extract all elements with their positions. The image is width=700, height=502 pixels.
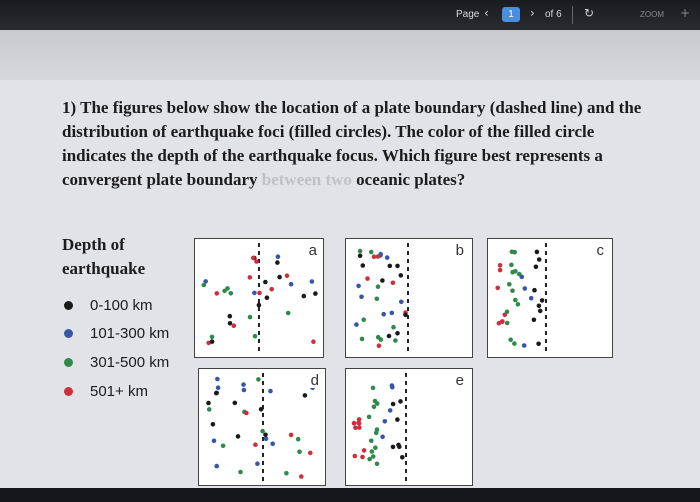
legend-label: 501+ km	[90, 382, 148, 400]
earthquake-focus	[232, 323, 237, 328]
earthquake-focus	[505, 310, 510, 315]
earthquake-focus	[380, 278, 385, 283]
earthquake-focus	[399, 300, 404, 305]
figure-a-plot	[195, 239, 325, 359]
earthquake-focus	[362, 448, 367, 453]
earthquake-focus	[370, 449, 375, 454]
earthquake-focus	[391, 445, 396, 450]
earthquake-focus	[289, 433, 294, 438]
earthquake-focus	[289, 282, 294, 287]
earthquake-focus	[253, 442, 258, 447]
earthquake-focus	[397, 444, 402, 449]
earthquake-focus	[264, 437, 269, 442]
earthquake-focus	[388, 408, 393, 413]
figure-e-panel	[345, 368, 473, 486]
earthquake-focus	[510, 270, 515, 275]
earthquake-focus	[393, 338, 398, 343]
page-label: Page	[456, 9, 480, 20]
earthquake-focus	[275, 260, 280, 265]
earthquake-focus	[391, 281, 396, 286]
earthquake-focus	[242, 388, 247, 393]
earthquake-focus	[390, 311, 395, 316]
earthquake-focus	[523, 286, 528, 291]
figure-d-label: d	[310, 372, 319, 389]
earthquake-focus	[310, 279, 315, 284]
earthquake-focus	[376, 335, 381, 340]
figure-a-label: a	[308, 242, 317, 259]
figure-a-panel	[194, 238, 324, 358]
earthquake-focus	[369, 250, 374, 255]
earthquake-focus	[509, 263, 514, 268]
earthquake-focus	[253, 334, 258, 339]
earthquake-focus	[535, 250, 540, 255]
earthquake-focus	[508, 338, 513, 343]
earthquake-focus	[375, 462, 380, 467]
earthquake-focus	[390, 385, 395, 390]
earthquake-focus	[377, 343, 382, 348]
earthquake-focus	[308, 451, 313, 456]
legend-dot	[64, 358, 73, 367]
prev-page-icon[interactable]: ‹	[484, 6, 489, 20]
earthquake-focus	[202, 283, 207, 288]
earthquake-focus	[537, 304, 542, 309]
earthquake-focus	[228, 321, 233, 326]
earthquake-focus	[529, 296, 534, 301]
earthquake-focus	[381, 312, 386, 317]
earthquake-focus	[353, 425, 358, 430]
figure-e-label: e	[455, 372, 464, 389]
earthquake-focus	[359, 295, 364, 300]
earthquake-focus	[495, 286, 500, 291]
earthquake-focus	[263, 433, 268, 438]
earthquake-focus	[387, 334, 392, 339]
earthquake-focus	[371, 454, 376, 459]
earthquake-focus	[248, 315, 253, 320]
earthquake-focus	[375, 297, 380, 302]
earthquake-focus	[244, 411, 249, 416]
earthquake-focus	[361, 263, 366, 268]
earthquake-focus	[369, 439, 374, 444]
earthquake-focus	[372, 254, 377, 259]
earthquake-focus	[251, 256, 256, 261]
earthquake-focus	[505, 321, 510, 326]
earthquake-focus	[360, 455, 365, 460]
earthquake-focus	[263, 280, 268, 285]
earthquake-focus	[507, 282, 512, 287]
earthquake-focus	[358, 254, 363, 259]
earthquake-focus	[215, 377, 220, 382]
earthquake-focus	[238, 470, 243, 475]
earthquake-focus	[537, 257, 542, 262]
earthquake-focus	[276, 254, 281, 259]
legend-item	[64, 322, 169, 344]
earthquake-focus	[356, 284, 361, 289]
earthquake-focus	[391, 325, 396, 330]
legend-item	[64, 294, 153, 316]
earthquake-focus	[367, 415, 372, 420]
toolbar-divider	[572, 6, 573, 24]
earthquake-focus	[522, 343, 527, 348]
earthquake-focus	[395, 264, 400, 269]
question-lead: 1) The figures below show the location of a plate boundary (dashed line) and the distribution of earthquake foci (filled circles). The color of the filled circle indicates the depth of the earthquake focus. Which figure best represents a convergent plate boundary	[62, 98, 642, 189]
earthquake-focus	[353, 454, 358, 459]
earthquake-focus	[385, 255, 390, 260]
page-number-input[interactable]: 1	[502, 7, 520, 22]
earthquake-focus	[228, 314, 233, 319]
legend-label: 101-300 km	[90, 324, 170, 342]
earthquake-focus	[388, 264, 393, 269]
rotate-icon[interactable]: ↻	[584, 6, 595, 20]
question-faded-text: between two	[261, 170, 352, 189]
earthquake-focus	[236, 434, 241, 439]
earthquake-focus	[215, 291, 220, 296]
figure-c-label: c	[596, 242, 604, 259]
earthquake-focus	[383, 419, 388, 424]
earthquake-focus	[241, 382, 246, 387]
earthquake-focus	[380, 435, 385, 440]
earthquake-focus	[285, 273, 290, 278]
earthquake-focus	[520, 275, 525, 280]
earthquake-focus	[299, 474, 304, 479]
earthquake-focus	[225, 286, 230, 291]
earthquake-focus	[286, 311, 291, 316]
legend-title: Depth of earthquake	[62, 235, 146, 278]
earthquake-focus	[373, 399, 378, 404]
earthquake-focus	[538, 309, 543, 314]
earthquake-focus	[376, 284, 381, 289]
earthquake-focus	[257, 303, 262, 308]
earthquake-focus	[269, 287, 274, 292]
earthquake-focus	[229, 291, 234, 296]
earthquake-focus	[516, 302, 521, 307]
earthquake-focus	[210, 339, 215, 344]
earthquake-focus	[512, 341, 517, 346]
earthquake-focus	[255, 461, 260, 466]
earthquake-focus	[391, 402, 396, 407]
earthquake-focus	[256, 377, 261, 382]
earthquake-focus	[532, 318, 537, 323]
earthquake-focus	[360, 337, 365, 342]
earthquake-focus	[534, 265, 539, 270]
next-page-icon[interactable]: ›	[530, 6, 535, 20]
earthquake-focus	[303, 393, 308, 398]
earthquake-focus	[513, 298, 518, 303]
earthquake-focus	[374, 431, 379, 436]
earthquake-focus	[216, 385, 221, 390]
earthquake-focus	[536, 342, 541, 347]
earthquake-focus	[498, 268, 503, 273]
earthquake-focus	[371, 386, 376, 391]
earthquake-focus	[313, 291, 318, 296]
earthquake-focus	[259, 407, 264, 412]
earthquake-focus	[403, 313, 408, 318]
earthquake-focus	[358, 249, 363, 254]
earthquake-focus	[395, 331, 400, 336]
earthquake-focus	[260, 429, 265, 434]
earthquake-focus	[372, 405, 377, 410]
earthquake-focus	[214, 391, 219, 396]
earthquake-focus	[399, 273, 404, 278]
earthquake-focus	[221, 444, 226, 449]
earthquake-focus	[376, 254, 381, 259]
earthquake-focus	[510, 288, 515, 293]
earthquake-focus	[361, 317, 366, 322]
earthquake-focus	[257, 291, 262, 296]
earthquake-focus	[252, 291, 257, 296]
earthquake-focus	[254, 259, 259, 264]
earthquake-focus	[540, 298, 545, 303]
earthquake-focus	[357, 425, 362, 430]
earthquake-focus	[373, 445, 378, 450]
figure-c-panel	[487, 238, 613, 358]
figure-d-panel	[198, 368, 326, 486]
earthquake-focus	[296, 437, 301, 442]
earthquake-focus	[498, 263, 503, 268]
pdf-toolbar	[0, 0, 700, 30]
earthquake-focus	[211, 422, 216, 427]
earthquake-focus	[532, 288, 537, 293]
earthquake-focus	[270, 442, 275, 447]
legend-label: 0-100 km	[90, 296, 153, 314]
earthquake-focus	[210, 335, 215, 340]
earthquake-focus	[277, 275, 282, 280]
question-text	[62, 96, 662, 192]
earthquake-focus	[214, 464, 219, 469]
question-tail: oceanic plates?	[351, 170, 466, 189]
legend-item	[64, 351, 169, 373]
earthquake-focus	[233, 401, 238, 406]
earthquake-focus	[354, 322, 359, 327]
zoom-label: ZOOM	[640, 10, 664, 19]
legend-dot	[64, 387, 73, 396]
earthquake-focus	[206, 401, 211, 406]
earthquake-focus	[398, 399, 403, 404]
earthquake-focus	[512, 250, 517, 255]
page-count: of 6	[545, 9, 562, 20]
earthquake-focus	[297, 450, 302, 455]
earthquake-focus	[352, 421, 357, 426]
earthquake-focus	[311, 339, 316, 344]
legend-item	[64, 380, 148, 402]
earthquake-focus	[265, 295, 270, 300]
earthquake-focus	[500, 319, 505, 324]
earthquake-focus	[248, 275, 253, 280]
earthquake-focus	[212, 439, 217, 444]
legend-label: 301-500 km	[90, 353, 170, 371]
earthquake-focus	[302, 294, 307, 299]
earthquake-focus	[400, 455, 405, 460]
earthquake-focus	[365, 276, 370, 281]
earthquake-focus	[284, 471, 289, 476]
legend-dot	[64, 329, 73, 338]
earthquake-focus	[268, 389, 273, 394]
bottom-bar	[0, 488, 700, 502]
earthquake-focus	[207, 407, 212, 412]
figure-b-label: b	[455, 242, 464, 259]
earthquake-focus	[395, 417, 400, 422]
toolbar-shadow	[0, 30, 700, 80]
earthquake-focus	[356, 421, 361, 426]
legend-dot	[64, 301, 73, 310]
zoom-in-button[interactable]: +	[680, 6, 691, 20]
figure-b-panel	[345, 238, 473, 358]
